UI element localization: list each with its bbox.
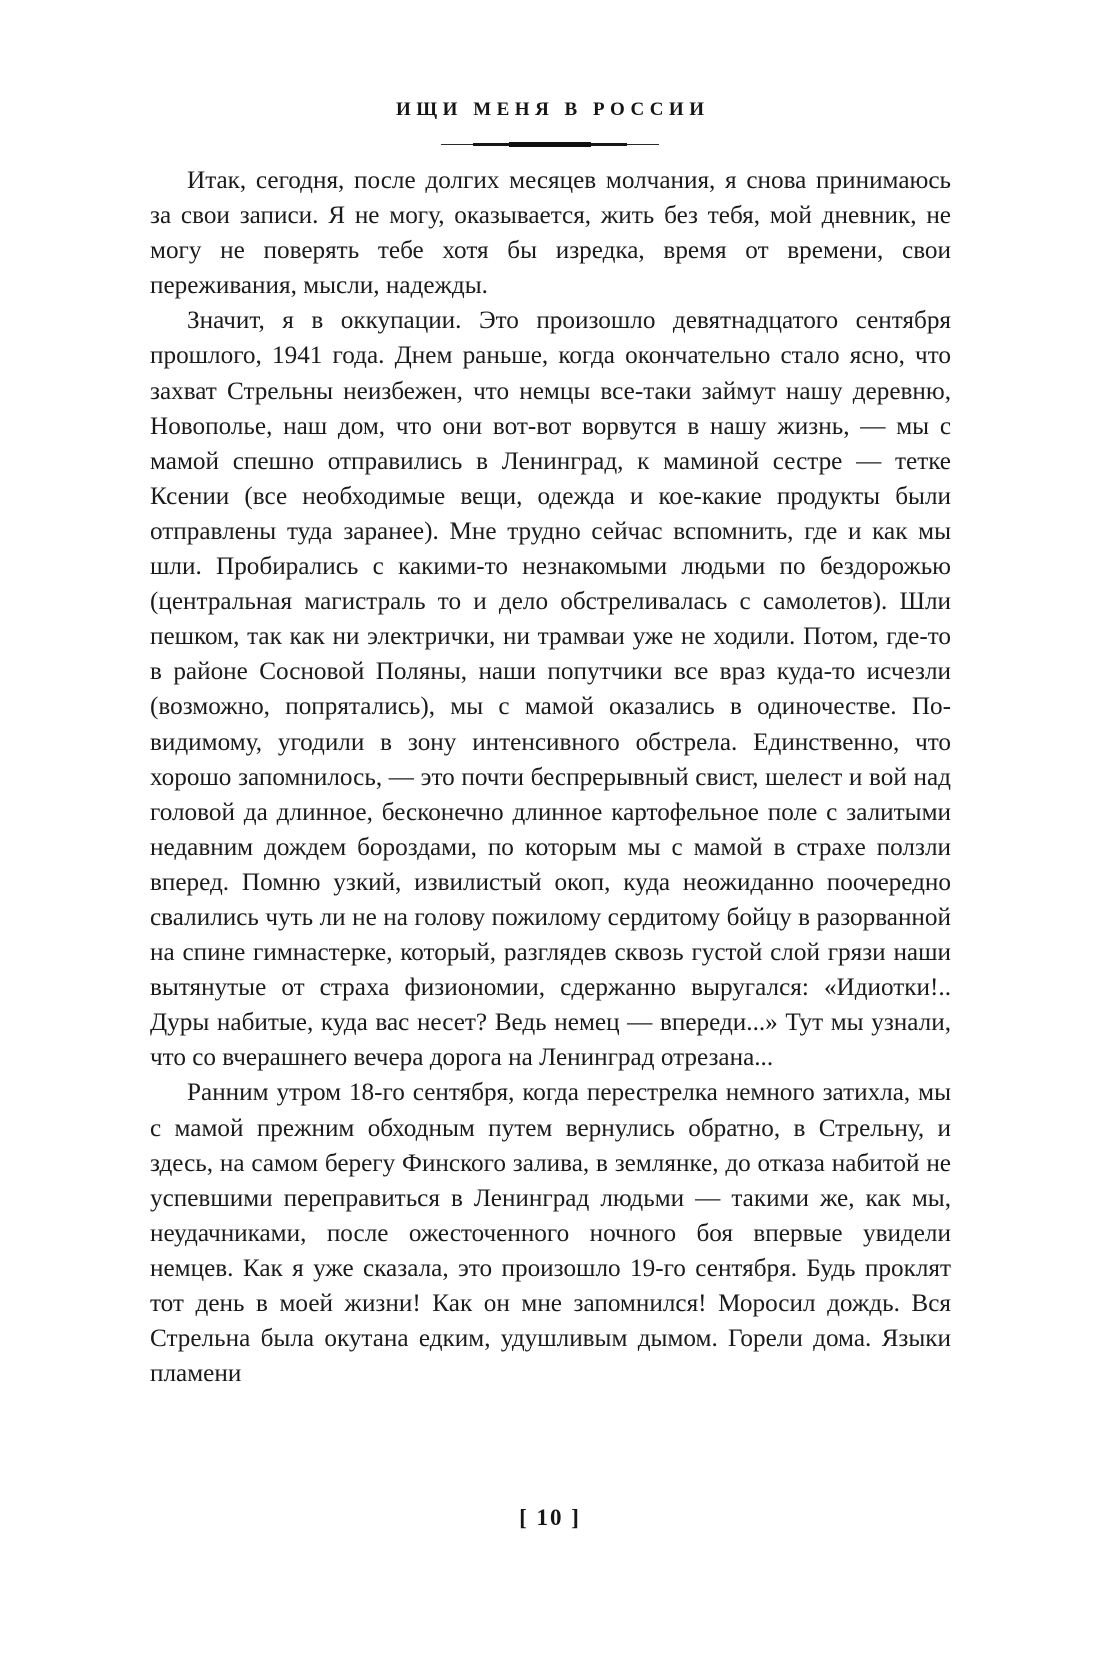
paragraph-3-text: Ранним утром 18-го сентября, когда перестрелка немного затихла, мы с мамой прежним обходным путем вернулись обратно, в Стрельну, и здесь, на самом берегу Финского залива, в землянке, до отказа набитой не успевшими переправиться в Ленинград людьми — такими же, как мы, неудачниками, после ожесточенного ночного боя впервые увидели немцев. Как я уже сказала, это произошло 19-го сентября. Будь проклят тот день в моей жизни! Как он мне запомнился! Моросил дождь. Вся Стрельна была окутана едким, удушливым дымом. Горели дома. Языки пламени [150, 1079, 951, 1388]
paragraph-2-text: Значит, я в оккупации. Это произошло девятнадцатого сентября прошлого, 1941 года. Днем раньше, когда окончательно стало ясно, что захват Стрельны неизбежен, что немцы все-таки займут нашу деревню, Новополье, наш дом, что они вот-вот ворвутся в нашу жизнь, — мы с мамой спешно отправились в Ленинград, к маминой сестре — тетке Ксении (все необходимые вещи, одежда и кое-какие продукты были отправлены туда заранее). Мне трудно сейчас вспомнить, где и как мы шли. Пробирались с какими-то незнакомыми людьми по бездорожью (центральная магистраль то и дело обстреливалась с самолетов). Шли пешком, так как ни электрички, ни трамваи уже не ходили. Потом, где-то в районе Сосновой Поляны, наши попутчики все враз куда-то исчезли (возможно, попрятались), мы с мамой оказались в одиночестве. По-видимому, угодили в зону интенсивного обстрела. Единственно, что хорошо запомнилось, — это почти беспрерывный свист, шелест и вой над головой да длинное, бесконечно длинное картофельное поле с залитыми недавним дождем бороздами, по которым мы с мамой в страхе ползли вперед. Помню узкий, извилистый окоп, куда неожиданно поочередно свалились чуть ли не на голову пожилому сердитому бойцу в разорванной на спине гимнастерке, который, разглядев сквозь густой слой грязи наши вытянутые от страха физиономии, сдержанно выругался: «Идиотки!.. Дуры набитые, куда вас несет? Ведь немец — впереди...» Тут мы узнали, что со вчерашнего вечера дорога на Ленинград отрезана... [150, 307, 951, 1072]
paragraph-1-text: Итак, сегодня, после долгих месяцев молчания, я снова принимаюсь за свои записи. Я не могу, оказывается, жить без тебя, мой дневник, не могу не поверять тебе хотя бы изредка, время от времени, свои переживания, мысли, надежды. [150, 167, 951, 300]
running-head [0, 100, 1100, 120]
paragraph-3 [150, 1075, 951, 1391]
thick-thin-center-rule-icon [441, 140, 659, 149]
folio [0, 1505, 1100, 1531]
header-ornament-rule [441, 140, 659, 149]
running-head-title: ИЩИ МЕНЯ В РОССИИ [396, 99, 710, 120]
paragraph-1 [150, 163, 951, 303]
paragraph-2 [150, 303, 951, 1075]
body-text-block [150, 163, 951, 1391]
page-number: [ 10 ] [519, 1505, 581, 1530]
